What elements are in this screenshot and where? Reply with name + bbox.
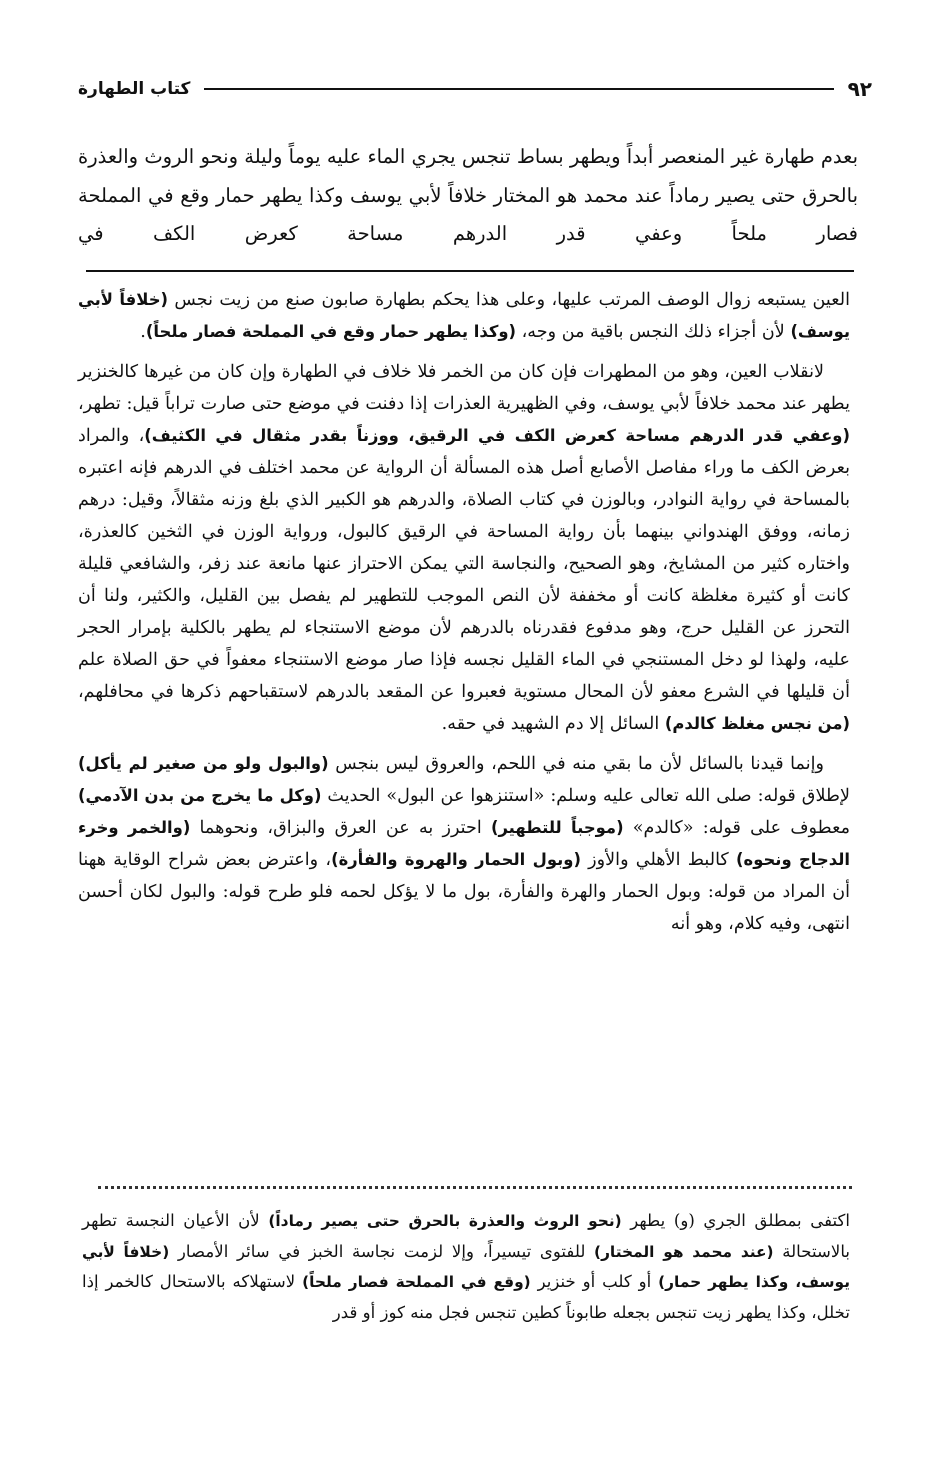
quoted-matn-phrase: (خلافاً لأبي يوسف، وكذا يطهر حمار) bbox=[82, 1242, 850, 1291]
footnote-divider bbox=[98, 1186, 852, 1189]
main-matn-text bbox=[78, 138, 858, 254]
book-title: كتاب الطهارة bbox=[78, 79, 191, 99]
quoted-matn-phrase: (وبول الحمار والهروة والفأرة) bbox=[331, 850, 581, 869]
quoted-matn-phrase: (والبول ولو من صغير لم يأكل) bbox=[78, 754, 329, 773]
quoted-matn-phrase: (والخمر وخرء الدجاج ونحوه) bbox=[78, 818, 850, 869]
quoted-matn-phrase: (خلافاً لأبي يوسف) bbox=[78, 290, 850, 341]
running-header bbox=[78, 74, 872, 104]
quoted-matn-phrase: (وعفي قدر الدرهم مساحة كعرض الكف في الرقيق، ووزناً بقدر مثقال في الكثيف) bbox=[144, 426, 850, 445]
footnote-text bbox=[82, 1206, 850, 1327]
page-number: ٩٢ bbox=[847, 77, 872, 101]
quoted-matn-phrase: (موجباً للتطهير) bbox=[490, 818, 624, 837]
commentary-paragraph-1: العين يستبعه زوال الوصف المرتب عليها، وعلى هذا يحكم بطهارة صابون صنع من زيت نجس (خلافاً لأبي يوسف) لأن أجزاء ذلك النجس باقية من وجه، (وكذا يطهر حمار وقع في المملحة فصار ملحاً). bbox=[78, 290, 850, 342]
quoted-matn-phrase: (من نجس مغلظ كالدم) bbox=[664, 714, 850, 733]
quoted-matn-phrase: (وقع في المملحة فصار ملحاً) bbox=[302, 1273, 531, 1291]
quoted-matn-phrase: (وكذا يطهر حمار وقع في المملحة فصار ملحاً) bbox=[145, 322, 517, 341]
header-rule bbox=[204, 88, 833, 90]
commentary-paragraph-2: لانقلاب العين، وهو من المطهرات فإن كان من الخمر فلا خلاف في الطهارة وإن كان من غيرها كالخنزير يطهر عند محمد خلافاً لأبي يوسف، وفي الظهيرية العذرات إذا دفنت في موضع حتى صارت تراباً قيل: تطهر، (وعفي قدر الدرهم مساحة كعرض الكف في الرقيق، ووزناً بقدر مثقال في الكثيف)، والمراد بعرض الكف ما وراء مفاصل الأصابع أصل هذه المسألة أن الرواية عن محمد اختلف في الدرهم فإنه اعتبره بالمساحة في رواية النوادر، وبالوزن في كتاب الصلاة، والدرهم هو الكبير الذي بلغ وزنه مثقالاً، وقيل: درهم زمانه، ووفق الهندواني بينهما بأن رواية المساحة في الرقيق كالبول، ورواية الوزن في الثخين كالعذرة، واختاره كثير من المشايخ، وهو الصحيح، والنجاسة التي يمكن الاحتراز عنها مانعة عند زفر، والشافعي قليلة كانت أو كثيرة مغلظة كانت أو مخففة لأن النص الموجب للتطهير لم يفصل بين القليل، والكثير، ولنا أن التحرز عن القليل حرج، وهو مدفوع فقدرناه بالدرهم لأن موضع الاستنجاء لم يطهر بالكلية بإمرار الحجر عليه، ولهذا لو دخل المستنجي في الماء القليل نجسه فإذا صار موضع الاستنجاء معفواً في حق الصلاة علم أن قليلها في الشرع معفو لأن المحال مستوية فعبروا عن المقعد بالدرهم لاستقباحهم ذكرها في محافلهم، (من نجس مغلظ كالدم) السائل إلا دم الشهيد في حقه. bbox=[78, 362, 850, 734]
section-divider bbox=[86, 270, 854, 272]
main-text-paragraph: بعدم طهارة غير المنعصر أبداً ويطهر بساط تنجس يجري الماء عليه يوماً وليلة ونحو الروث والعذرة بالحرق حتى يصير رماداً عند محمد هو المختار خلافاً لأبي يوسف وكذا يطهر حمار وقع في المملحة فصار ملحاً وعفي قدر الدرهم مساحة كعرض الكف في bbox=[78, 145, 858, 245]
commentary-paragraph-3: وإنما قيدنا بالسائل لأن ما بقي منه في اللحم، والعروق ليس بنجس (والبول ولو من صغير لم يأكل) لإطلاق قوله: صلى الله تعالى عليه وسلم: «استنزهوا عن البول» الحديث (وكل ما يخرج من بدن الآدمي) معطوف على قوله: «كالدم» (موجباً للتطهير) احترز به عن العرق والبزاق، ونحوهما (والخمر وخرء الدجاج ونحوه) كالبط الأهلي والأوز (وبول الحمار والهروة والفأرة)، واعترض بعض شراح الوقاية ههنا أن المراد من قوله: وبول الحمار والهرة والفأرة، بول ما لا يؤكل لحمه فلو طرح قوله: والبول لكان أحسن انتهى، وفيه كلام، وهو أنه bbox=[78, 754, 850, 934]
commentary-text bbox=[78, 284, 850, 948]
quoted-matn-phrase: (عند محمد هو المختار) bbox=[594, 1242, 774, 1261]
quoted-matn-phrase: (نحو الروث والعذرة بالحرق حتى يصير رماداً) bbox=[268, 1212, 622, 1230]
footnote-paragraph: اكتفى بمطلق الجري (و) يطهر (نحو الروث والعذرة بالحرق حتى يصير رماداً) لأن الأعيان النجسة تطهر بالاستحالة (عند محمد هو المختار) للفتوى تيسيراً، وإلا لزمت نجاسة الخبز في سائر الأمصار (خلافاً لأبي يوسف، وكذا يطهر حمار) أو كلب أو خنزير (وقع في المملحة فصار ملحاً) لاستهلاكه بالاستحال كالخمر إذا تخلل، وكذا يطهر زيت تنجس بجعله طابوناً كطين تنجس فجل منه كوز أو قدر bbox=[82, 1211, 850, 1322]
quoted-matn-phrase: (وكل ما يخرج من بدن الآدمي) bbox=[78, 786, 322, 805]
